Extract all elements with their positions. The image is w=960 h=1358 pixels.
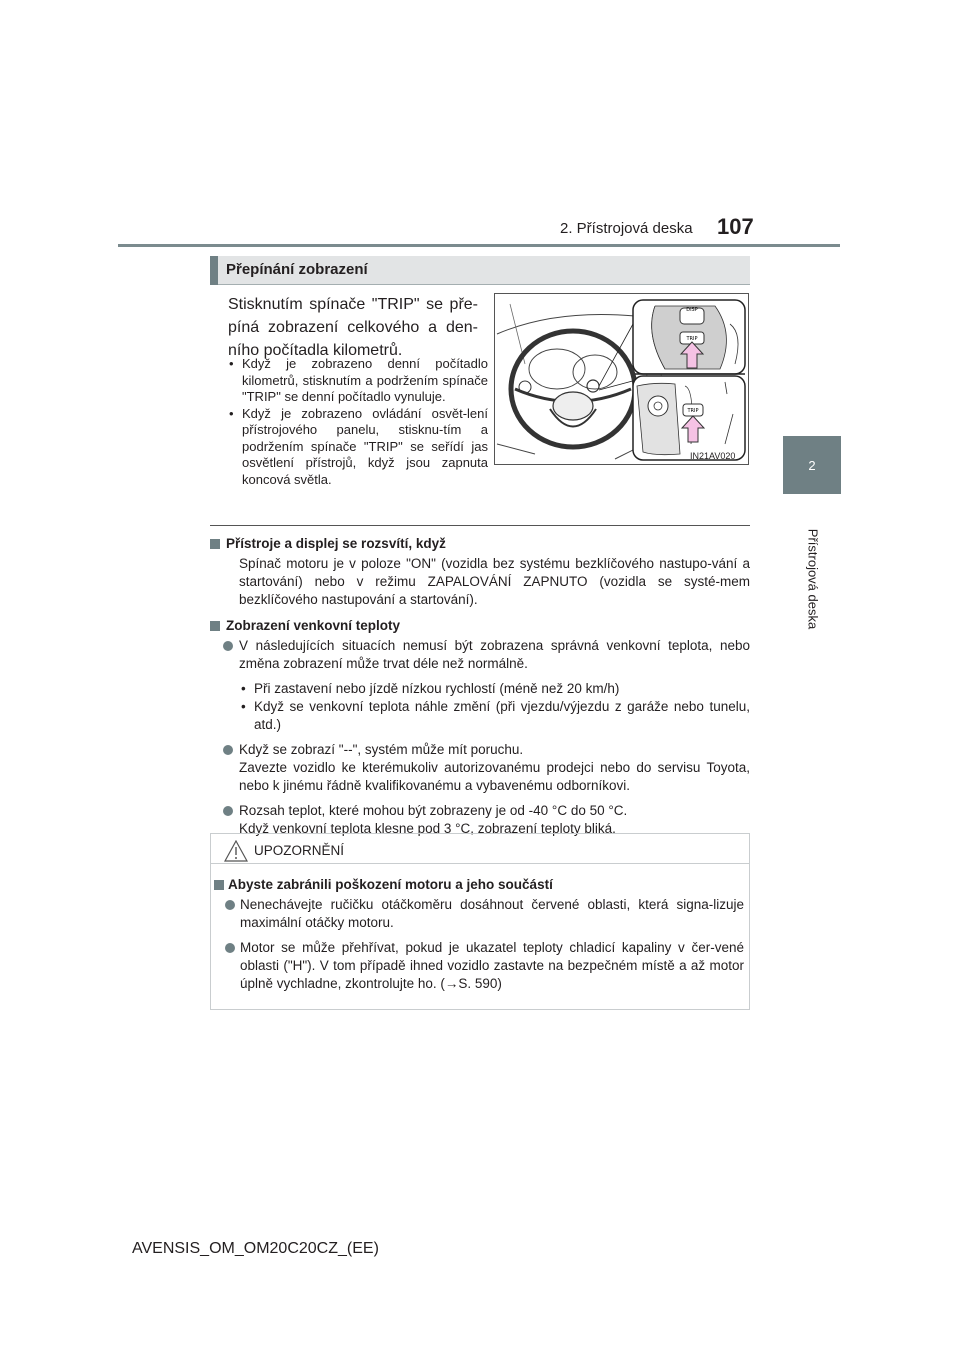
circle-bullet-icon bbox=[223, 745, 233, 755]
intro-text: Stisknutím spínače "TRIP" se pře-píná zobrazení celkového a den-ního počítadla kilometrů. bbox=[228, 296, 478, 359]
chapter-tab-label bbox=[805, 504, 821, 654]
list-item bbox=[210, 698, 750, 734]
list-item-text: Při zastavení nebo jízdě nízkou rychlostí (méně než 20 km/h) bbox=[254, 681, 620, 696]
notes-section bbox=[210, 535, 750, 845]
steering-wheel-drawing bbox=[495, 294, 748, 464]
section-heading-text: Přepínání zobrazení bbox=[226, 261, 368, 278]
steering-wheel-illustration bbox=[494, 293, 749, 465]
square-bullet-icon bbox=[214, 880, 224, 890]
circle-bullet-icon bbox=[225, 900, 235, 910]
chapter-title: 2. Přístrojová deska bbox=[560, 220, 693, 237]
list-item bbox=[226, 406, 488, 489]
list-item bbox=[210, 741, 750, 795]
note-heading bbox=[210, 535, 750, 553]
bullet-text: Když je zobrazeno ovládání osvět-lení přístrojového panelu, stisknu-tím a podržením spínače "TRIP" se seřídí jas osvětlení přístrojů, když jsou zapnuta koncová světla. bbox=[242, 405, 488, 487]
bullet-text: Když je zobrazeno denní počítadlo kilometrů, stisknutím a podržením spínače "TRIP" se denní počítadlo vynuluje. bbox=[242, 356, 488, 404]
disp-label: DISP bbox=[686, 307, 698, 313]
caution-title: UPOZORNĚNÍ bbox=[254, 843, 345, 858]
chapter-tab-number: 2 bbox=[808, 457, 816, 473]
chapter-tab-label-text: Přístrojová deska bbox=[805, 528, 821, 630]
document-code: AVENSIS_OM_OM20C20CZ_(EE) bbox=[132, 1240, 379, 1257]
note-paragraph: Spínač motoru je v poloze "ON" (vozidla bez systému bezklíčového nastupo-vání a startování) nebo v režimu ZAPALOVÁNÍ ZAPNUTO (vozidla se systé-mem bezklíčového nastupování a startování). bbox=[239, 556, 750, 607]
circle-bullet-icon bbox=[225, 943, 235, 953]
list-item-text: Když se venkovní teplota náhle změní (při vjezdu/výjezdu z garáže nebo tunelu, atd.) bbox=[254, 699, 750, 732]
list-item-text: Rozsah teplot, které mohou být zobrazeny je od -40 °C do 50 °C. bbox=[239, 803, 628, 818]
chapter-tab bbox=[783, 436, 841, 494]
list-item bbox=[226, 356, 488, 406]
bullet-dot: • bbox=[241, 681, 246, 696]
circle-bullet-icon bbox=[223, 641, 233, 651]
page-number: 107 bbox=[717, 214, 754, 239]
caution-heading bbox=[214, 876, 744, 894]
list-item-text: Když se zobrazí "--", systém může mít poruchu. bbox=[239, 742, 524, 757]
header-rule bbox=[118, 244, 840, 247]
list-item-text: Nenechávejte ručičku otáčkoměru dosáhnout červené oblasti, která signa-lizuje maximální otáčky motoru. bbox=[240, 897, 744, 930]
section-heading-bar bbox=[210, 256, 218, 285]
caution-content bbox=[214, 876, 744, 1000]
list-item bbox=[214, 939, 744, 993]
square-bullet-icon bbox=[210, 621, 220, 631]
bullet-dot: • bbox=[229, 405, 234, 421]
separator-rule bbox=[210, 525, 750, 526]
figure-code: IN21AV020 bbox=[690, 451, 736, 461]
bullet-dot: • bbox=[241, 699, 246, 714]
list-item bbox=[210, 637, 750, 673]
list-item bbox=[210, 680, 750, 698]
square-bullet-icon bbox=[210, 539, 220, 549]
section-heading bbox=[210, 256, 750, 285]
note-heading bbox=[210, 617, 750, 635]
list-item-text: Motor se může přehřívat, pokud je ukazatel teploty chladicí kapaliny v čer-vené oblasti ("H"). V tom případě ihned vozidlo zastavte na bezpečném místě a až motor úplně vychladne, zkontrolujte ho. (→S. 590) bbox=[240, 940, 744, 991]
list-item-text: V následujících situacích nemusí být zobrazena správná venkovní teplota, nebo změna zobrazení může trvat déle než normálně. bbox=[239, 638, 750, 671]
trip-label-top: TRIP bbox=[686, 336, 698, 342]
sub-list bbox=[210, 680, 750, 734]
note-heading-text: Přístroje a displej se rozsvítí, když bbox=[226, 536, 446, 551]
warning-triangle-icon bbox=[224, 840, 248, 867]
bullet-dot: • bbox=[229, 356, 234, 371]
trip-label-bottom: TRIP bbox=[687, 408, 699, 414]
note-heading-text: Zobrazení venkovní teploty bbox=[226, 618, 401, 633]
list-item-text: Zavezte vozidlo ke kterémukoliv autorizovanému prodejci nebo do servisu Toyota, nebo k jinému řádně kvalifikovanému a vybavenému odborníkovi. bbox=[239, 760, 750, 793]
caution-heading-text: Abyste zabránili poškození motoru a jeho součástí bbox=[228, 877, 553, 892]
list-item bbox=[214, 896, 744, 932]
list-item-text: Když venkovní teplota klesne pod 3 °C, zobrazení teploty bliká. bbox=[239, 821, 616, 836]
intro-bullets bbox=[226, 356, 488, 488]
circle-bullet-icon bbox=[223, 806, 233, 816]
